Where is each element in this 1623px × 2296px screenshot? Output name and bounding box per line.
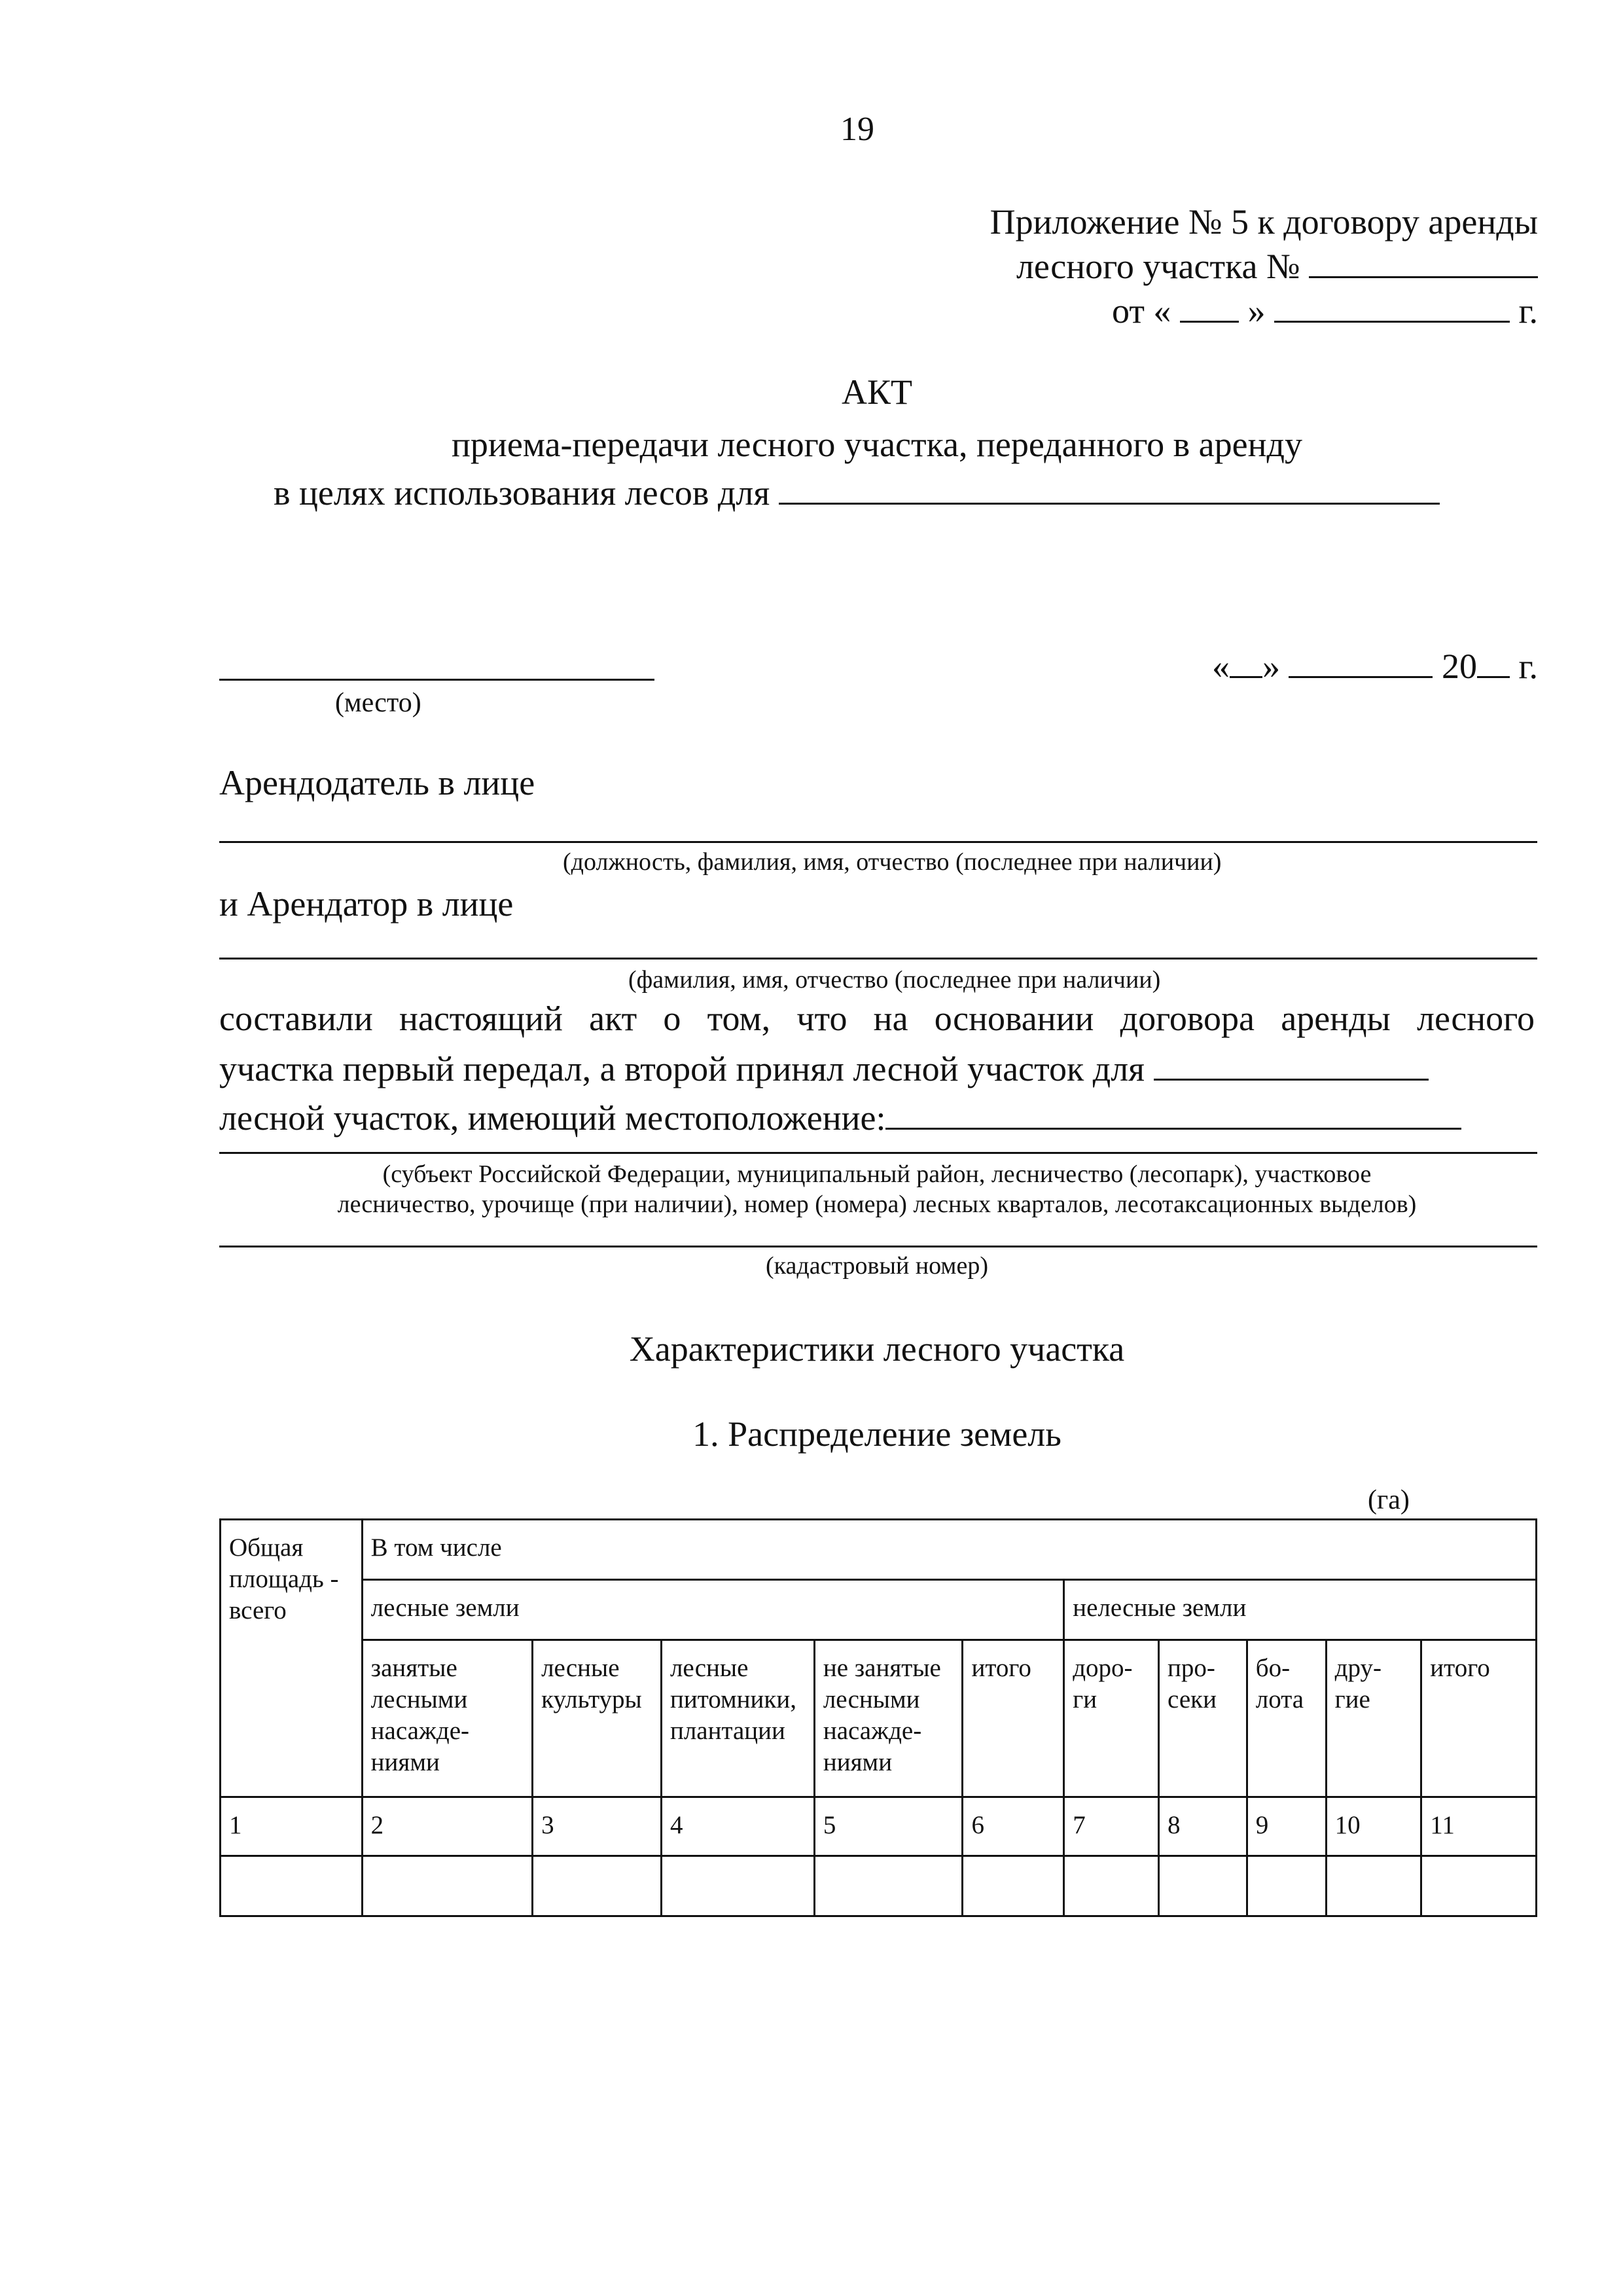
header-unoccupied: не занятые лесными насажде-ниями [814,1640,963,1797]
lessee-blank[interactable] [219,958,1537,960]
header-nurseries: лесные питомники, плантации [661,1640,814,1797]
header-nonforest-lands: нелесные земли [1064,1580,1537,1640]
header-other: дру-гие [1326,1640,1421,1797]
header-roads: доро-ги [1064,1640,1159,1797]
header-swamps: бо-лота [1247,1640,1326,1797]
page-number: 19 [840,111,874,148]
act-year-suffix: г. [1518,647,1538,686]
data-cell[interactable] [1247,1856,1326,1916]
act-subtitle: приема-передачи лесного участка, переданного в аренду [452,425,1302,464]
col-number-cell: 7 [1064,1797,1159,1856]
cadastral-caption: (кадастровый номер) [765,1252,989,1280]
statement-line-1: составили настоящий акт о том, что на основании договора аренды лесного [219,999,1535,1038]
contract-number-blank[interactable] [1309,245,1538,278]
date-close-quote: » [1247,291,1266,331]
col-number-cell: 8 [1159,1797,1247,1856]
header-forest-total: итого [963,1640,1064,1797]
act-date-close: » [1262,647,1280,686]
col-number-cell: 2 [362,1797,532,1856]
appendix-line-2 [990,244,1538,289]
location-blank-2[interactable] [219,1152,1537,1154]
col-number-cell: 5 [814,1797,963,1856]
lessor-caption: (должность, фамилия, имя, отчество (последнее при наличии) [563,848,1222,876]
statement-line-3-text: лесной участок, имеющий местоположение: [219,1098,886,1138]
col-number-cell: 9 [1247,1797,1326,1856]
data-cell[interactable] [362,1856,532,1916]
statement-line-2-text: участка первый передал, а второй принял лесной участок для [219,1049,1145,1088]
col-number-cell: 1 [221,1797,363,1856]
appendix-line-2-text: лесного участка № [1016,247,1300,286]
appendix-line-1: Приложение № 5 к договору аренды [990,202,1538,242]
header-total-area: Общая площадь - всего [221,1520,363,1797]
header-clearings: про-секи [1159,1640,1247,1797]
col-number-cell: 11 [1421,1797,1537,1856]
table-row [221,1856,1537,1916]
year-suffix: г. [1518,291,1538,331]
data-cell[interactable] [661,1856,814,1916]
contract-day-blank[interactable] [1180,289,1239,323]
header-nonforest-total: итого [1421,1640,1537,1797]
contract-month-blank[interactable] [1274,289,1510,323]
act-month-blank[interactable] [1289,645,1433,678]
header-forest-stands: занятые лесными насажде-ниями [362,1640,532,1797]
table-row [221,1797,1537,1856]
statement-line-2 [219,1047,1429,1089]
act-year-prefix: 20 [1441,647,1477,686]
data-cell[interactable] [1421,1856,1537,1916]
date-open-quote: от « [1112,291,1171,331]
act-date-line [1212,645,1538,687]
data-cell[interactable] [1064,1856,1159,1916]
cadastral-blank[interactable] [219,1246,1537,1247]
data-cell[interactable] [533,1856,662,1916]
unit-label: (га) [1368,1485,1410,1515]
data-cell[interactable] [1159,1856,1247,1916]
location-caption-line-1: (субъект Российской Федерации, муниципальный район, лесничество (лесопарк), участковое [382,1160,1372,1188]
act-date-open: « [1211,647,1230,686]
location-blank[interactable] [885,1096,1461,1130]
header-forest-cultures: лесные культуры [533,1640,662,1797]
col-number-cell: 6 [963,1797,1064,1856]
act-day-blank[interactable] [1230,645,1262,678]
purpose-label: в целях использования лесов для [274,473,770,512]
section-1-heading: 1. Распределение земель [692,1414,1061,1454]
lessee-label: и Арендатор в лице [219,884,514,924]
data-cell[interactable] [221,1856,363,1916]
act-year-blank[interactable] [1477,645,1510,678]
data-cell[interactable] [1326,1856,1421,1916]
lessor-label: Арендодатель в лице [219,763,535,802]
appendix-line-3 [990,289,1538,333]
data-cell[interactable] [814,1856,963,1916]
place-blank[interactable] [219,679,654,681]
lessee-caption: (фамилия, имя, отчество (последнее при наличии) [628,966,1161,994]
lessor-blank[interactable] [219,841,1537,843]
col-number-cell: 4 [661,1797,814,1856]
header-forest-lands: лесные земли [362,1580,1064,1640]
col-number-cell: 3 [533,1797,662,1856]
col-number-cell: 10 [1326,1797,1421,1856]
act-purpose-line [274,471,1440,513]
place-caption: (место) [335,688,421,718]
location-caption-line-2: лесничество, урочище (при наличии), номер (номера) лесных кварталов, лесотаксационных выделов) [337,1191,1417,1218]
statement-line-3 [219,1096,1461,1138]
data-cell[interactable] [963,1856,1064,1916]
header-including: В том числе [362,1520,1536,1580]
statement-purpose-blank[interactable] [1154,1047,1429,1081]
act-title: АКТ [842,372,912,412]
purpose-blank[interactable] [779,471,1440,505]
appendix-header [990,200,1538,333]
characteristics-heading: Характеристики лесного участка [629,1329,1125,1369]
land-distribution-table [219,1518,1537,1917]
